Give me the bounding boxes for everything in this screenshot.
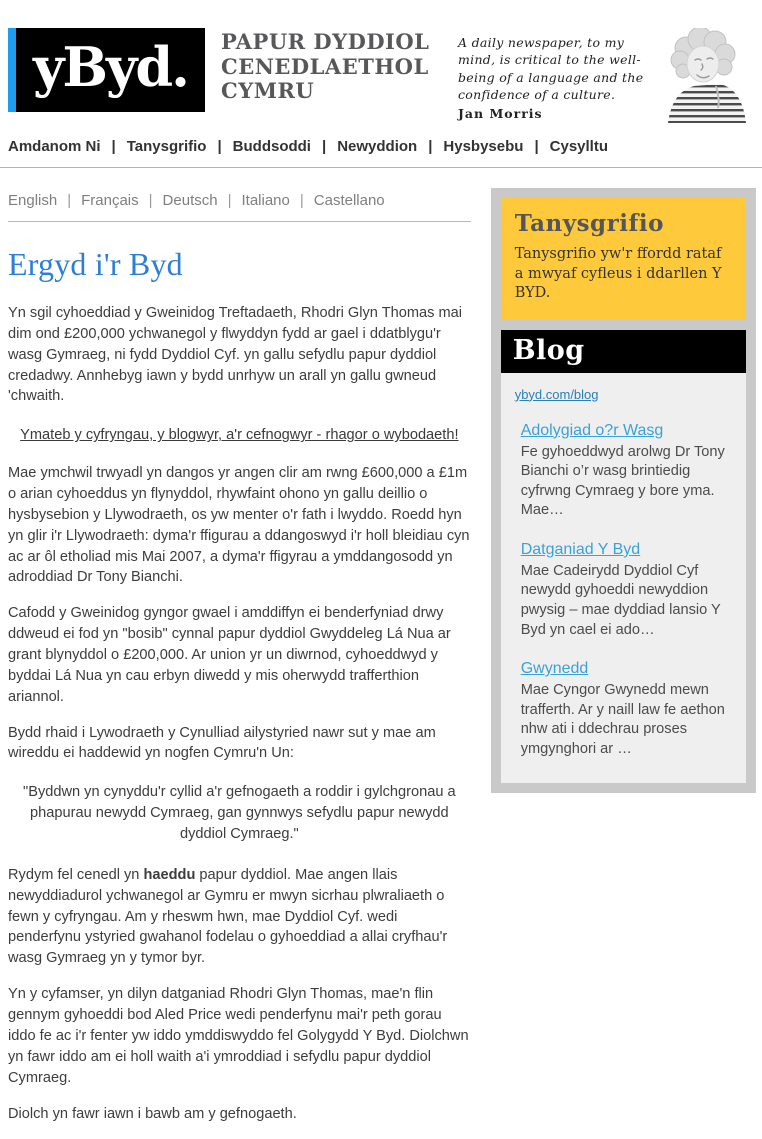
blog-url-row xyxy=(515,387,734,402)
nav-item-tanysgrifio[interactable]: Tanysgrifio | xyxy=(127,138,233,155)
subscribe-box-title: Tanysgrifio xyxy=(514,210,664,237)
jan-morris-photo xyxy=(656,28,756,123)
article-paragraph-4: Bydd rhaid i Lywodraeth y Cynulliad ailystyried nawr sut y mae am wireddu ei haddewid yn nogfen Cymru'n Un: xyxy=(8,724,436,762)
nav-item-hysbysebu[interactable]: Hysbysebu | xyxy=(443,138,549,155)
site-logo[interactable] xyxy=(8,28,205,112)
subscribe-box-text: Tanysgrifio yw'r ffordd rataf a mwyaf cyfleus i ddarllen Y BYD. xyxy=(514,246,722,302)
tagline-line: PAPUR DYDDIOL xyxy=(221,29,430,54)
article-paragraph-1: Yn sgil cyhoeddiad y Gweinidog Treftadaeth, Rhodri Glyn Thomas mai dim ond £200,000 ychwanegol y flwyddyn fydd ar gael i ddatblygu'r wasg Gymraeg, ni fydd Dyddiol Cyf. yn gallu sefydlu papur dyddiol credadwy. Annhebyg iawn y bydd unrhyw un arall yn gallu gwneud 'chwaith. xyxy=(8,305,462,405)
article-paragraph-2: Mae ymchwil trwyadl yn dangos yr angen clir am rwng £600,000 a £1m o arian cyhoeddus yn flynyddol, rhywfaint ohono yn gallu deillio o hysbysebion y Llywodraeth, os yw menter o'r fath i lwyddo. Roedd hyn yn glir i'r Llywodraeth: dyma'r ffigurau a ddangoswyd i'r holl bleidiau cyn ac ar ôl etholiad mis Mai 2007, a dyma'r ffigyrau a ymddangosodd yn adroddiad Dr Tony Bianchi. xyxy=(8,465,470,586)
blog-entry-link-adolygiad[interactable]: Adolygiad o?r Wasg xyxy=(520,421,664,439)
article-pull-quote: "Byddwn yn cynyddu'r cyllid a'r gefnogaeth a roddir i gylchgronau a phapurau newydd Cymraeg, gan gynnwys sefydlu papur newydd dyddiol Cymraeg." xyxy=(23,784,456,843)
article-paragraph-6: Yn y cyfamser, yn dilyn datganiad Rhodri Glyn Thomas, mae'n flin gennym gyhoeddi bod Aled Price wedi penderfynu mai'r peth gorau iddo fe ac i'r fenter yw iddo ymddiswyddo fel Golygydd Y Byd. Diolchwn yn fawr iddo am ei holl waith a'i ymroddiad i sefydlu papur dyddiol Cymraeg. xyxy=(8,986,469,1086)
article-paragraph-5 xyxy=(8,865,471,969)
blog-header xyxy=(501,330,746,373)
masthead-quote-text: A daily newspaper, to my mind, is critical to the well-being of a language and the confidence of a culture. xyxy=(458,35,644,102)
masthead-quote xyxy=(458,34,654,122)
main-navigation xyxy=(0,124,762,167)
blog-entry xyxy=(515,541,734,640)
article-more-info-line xyxy=(8,425,471,446)
tagline-line: CYMRU xyxy=(221,78,315,104)
language-link-francais[interactable]: Français | xyxy=(81,192,162,209)
blog-section xyxy=(501,373,746,784)
language-switcher xyxy=(8,188,471,221)
blog-entry xyxy=(515,422,734,521)
article-column xyxy=(8,188,471,1139)
masthead-quote-author: Jan Morris xyxy=(458,106,543,121)
blog-entry xyxy=(515,660,734,759)
tagline-line: CENEDLAETHOL xyxy=(221,53,429,79)
more-info-link[interactable]: Ymateb y cyfryngau, y blogwyr, a'r cefnogwyr - rhagor o wybodaeth! xyxy=(20,427,459,444)
article-paragraph-7: Diolch yn fawr iawn i bawb am y gefnogaeth. xyxy=(8,1105,297,1122)
blog-entry-excerpt: Mae Cyngor Gwynedd mewn trafferth. Ar y naill law fe aethon nhw ati i ddechrau proses ymgynghori ar … xyxy=(520,682,725,757)
paragraph-5-start: Rydym fel cenedl yn xyxy=(8,866,144,883)
language-link-italiano[interactable]: Italiano | xyxy=(241,192,313,209)
site-logo-text: yByd. xyxy=(33,35,188,99)
blog-entry-excerpt: Fe gyhoeddwyd arolwg Dr Tony Bianchi o’r wasg brintiedig cyfrwng Cymraeg y bore yma. Mae… xyxy=(520,443,725,519)
language-link-castellano[interactable]: Castellano xyxy=(313,192,385,209)
paragraph-5-end: papur dyddiol. Mae angen llais newyddiadurol ychwanegol ar Gymru er mwyn sicrhau plwraliaeth o fewn y cyfryngau. Am y rheswm hwn, mae Dyddiol Cyf. wedi penderfynu ystyried gwahanol fodelau o gyhoeddiad a allai cryfhau'r wasg Gymraeg yn y tymor byr. xyxy=(8,866,448,967)
main-content xyxy=(0,188,762,1139)
article-title: Ergyd i'r Byd xyxy=(8,246,183,282)
blog-entry-link-datganiad[interactable]: Datganiad Y Byd xyxy=(520,540,641,558)
header-divider xyxy=(0,167,762,168)
subscribe-box xyxy=(501,198,746,320)
paragraph-5-bold-word: haeddu xyxy=(143,866,196,883)
language-divider xyxy=(8,221,471,222)
blog-entry-excerpt: Mae Cadeirydd Dyddiol Cyf newydd gyhoeddi newyddion pwysig – mae dyddiad lansio Y Byd yn cael ei ado… xyxy=(520,562,721,638)
sidebar xyxy=(491,188,756,793)
article-body xyxy=(8,303,471,1124)
nav-item-amdanom-ni[interactable]: Amdanom Ni | xyxy=(8,138,127,155)
blog-entry-link-gwynedd[interactable]: Gwynedd xyxy=(520,660,589,678)
nav-item-cysylltu[interactable]: Cysylltu xyxy=(549,138,609,155)
blog-url-link[interactable]: ybyd.com/blog xyxy=(514,386,599,402)
masthead xyxy=(0,0,762,124)
nav-item-newyddion[interactable]: Newyddion | xyxy=(337,138,443,155)
article-paragraph-3: Cafodd y Gweinidog gyngor gwael i amddiffyn ei benderfyniad drwy ddweud ei fod yn "bosib" cynnal papur dyddiol Gwyddeleg Lá Nua ar grant blynyddol o £200,000. Ar union yr un diwrnod, cyhoeddwyd y byddai Lá Nua yn cau erbyn diwedd y mis oherwydd trafferthion ariannol. xyxy=(8,605,451,705)
blog-header-title: Blog xyxy=(512,334,585,366)
language-link-deutsch[interactable]: Deutsch | xyxy=(163,192,242,209)
nav-item-buddsoddi[interactable]: Buddsoddi | xyxy=(233,138,338,155)
language-link-english[interactable]: English | xyxy=(8,192,81,209)
site-tagline xyxy=(221,30,429,104)
